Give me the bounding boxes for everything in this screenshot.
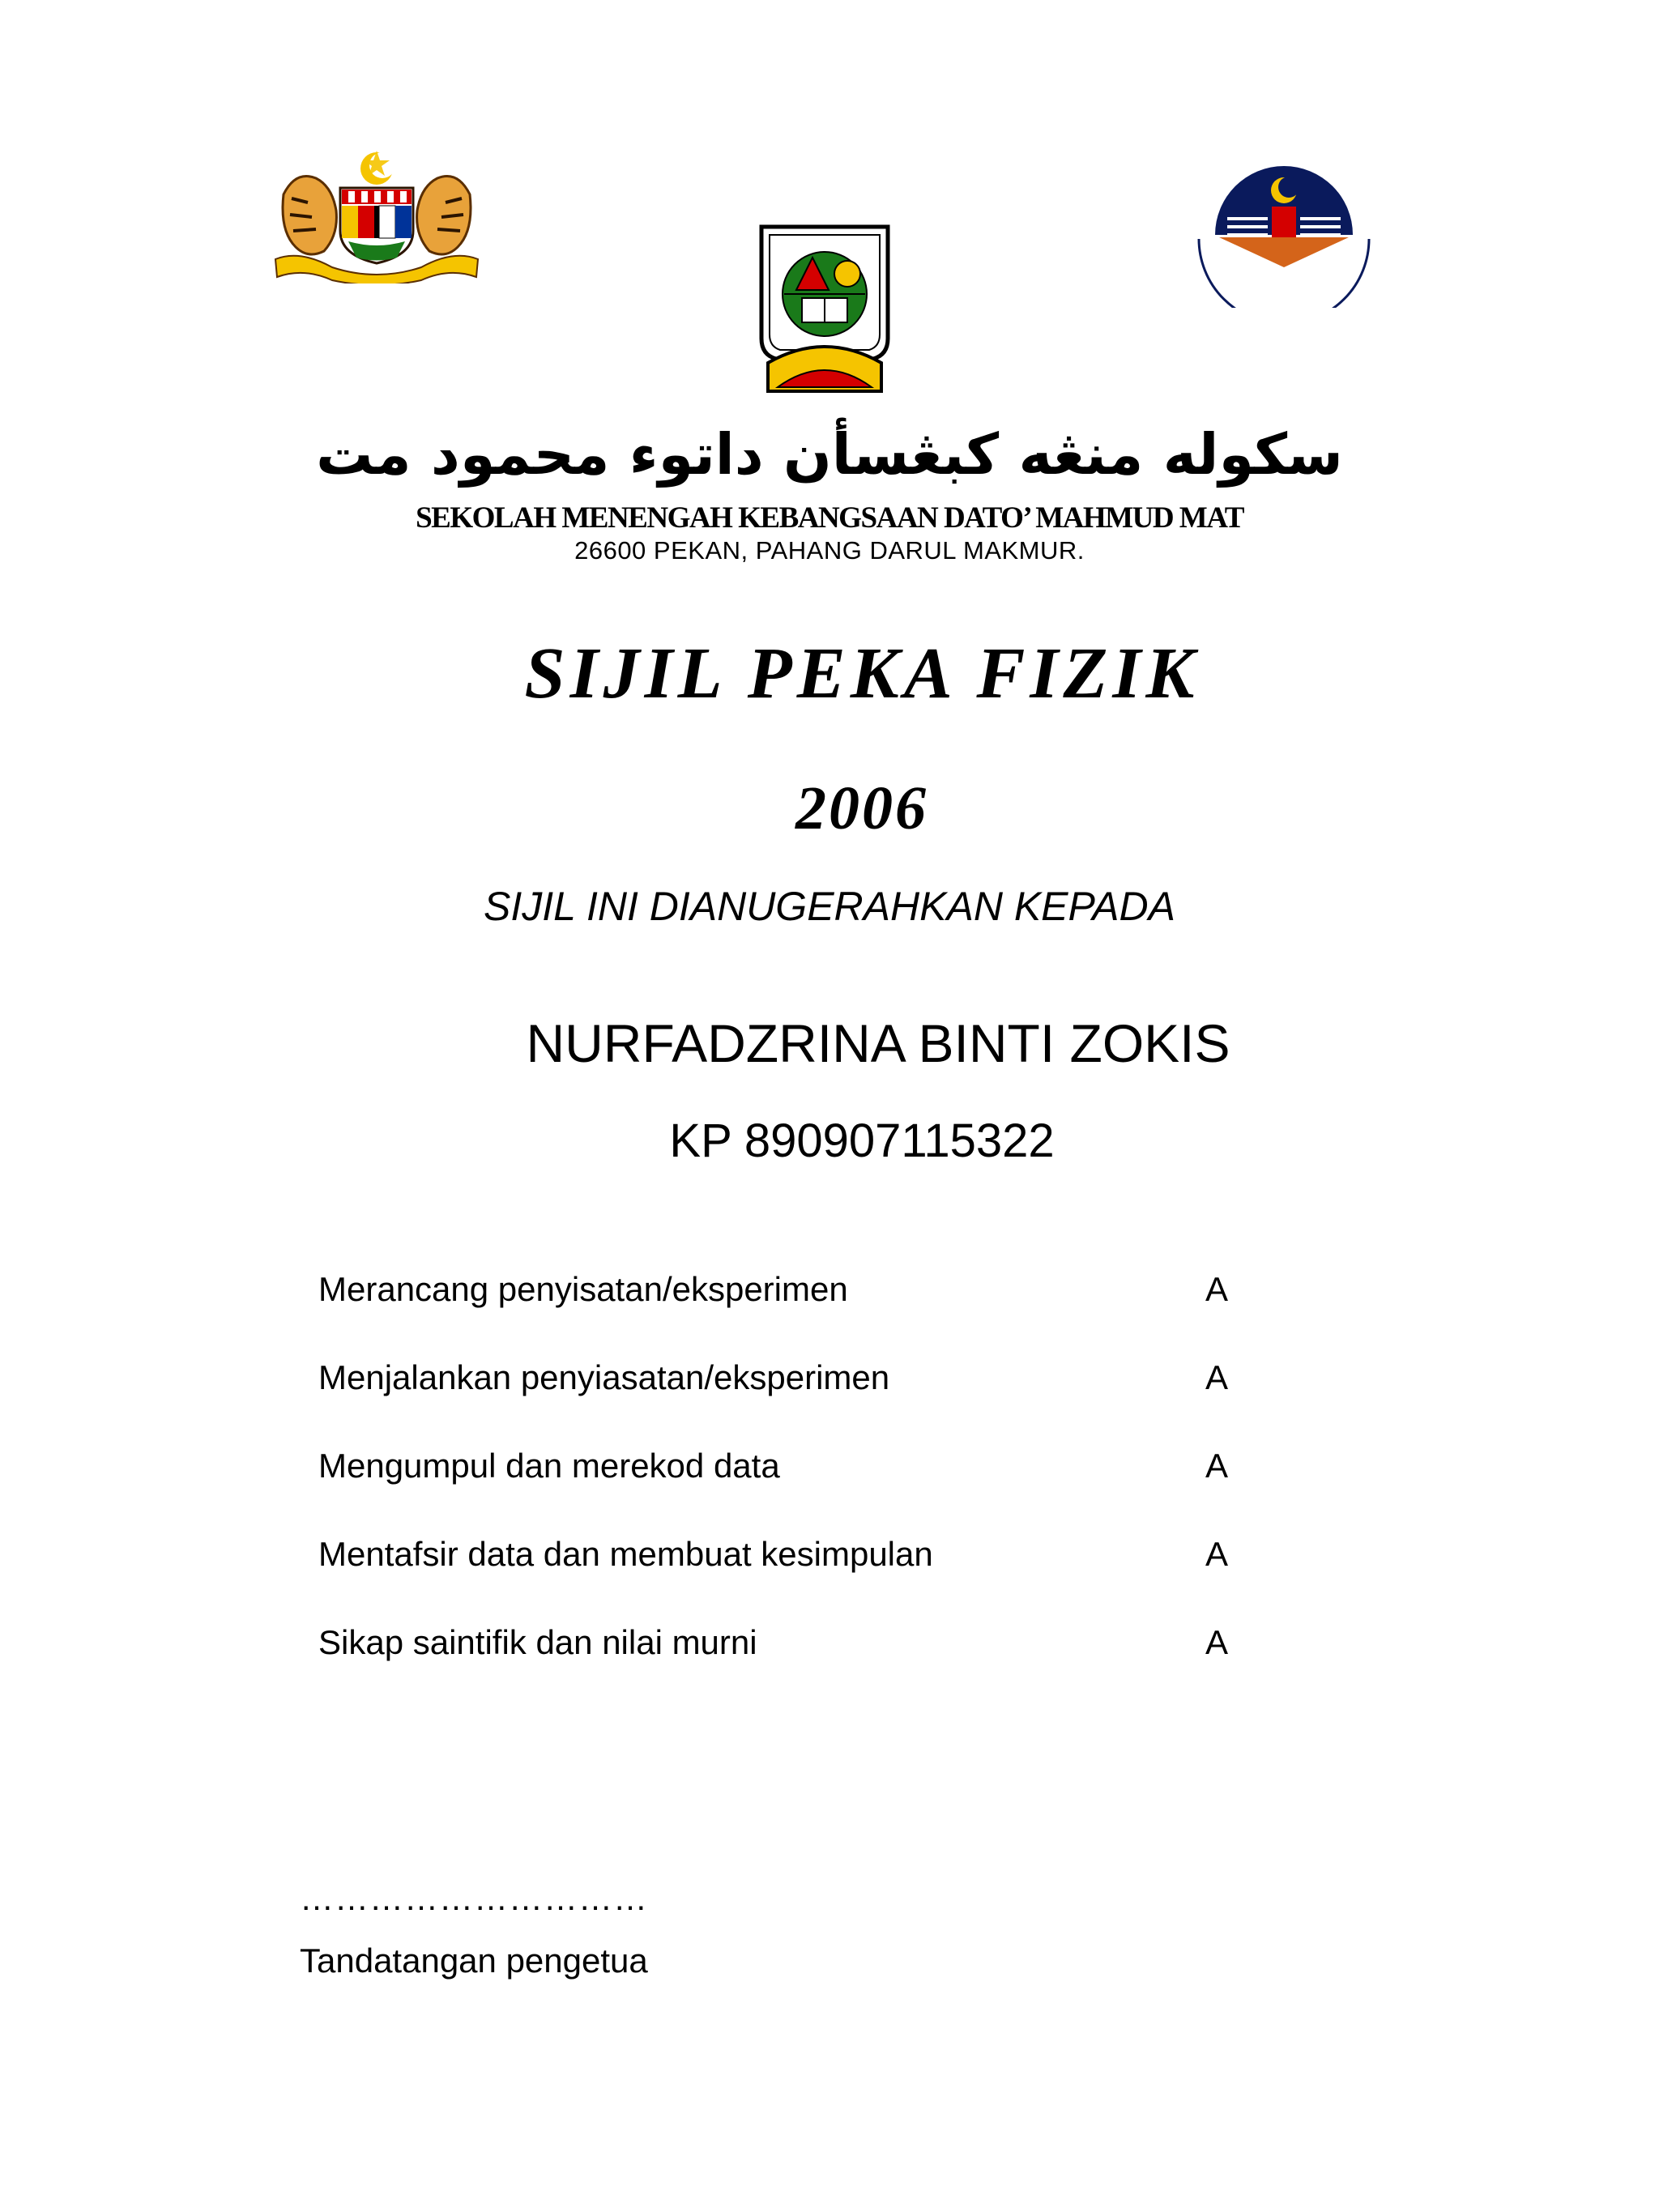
- assessment-criterion: Merancang penyisatan/eksperimen: [318, 1270, 848, 1308]
- assessment-row: [318, 1358, 1242, 1407]
- assessment-grade: A: [1205, 1623, 1229, 1661]
- assessment-row: [318, 1535, 1242, 1583]
- assessment-criterion: Sikap saintifik dan nilai murni: [318, 1623, 757, 1661]
- assessment-row: [318, 1270, 1242, 1319]
- assessment-grade: A: [1205, 1270, 1229, 1308]
- assessment-criterion: Mengumpul dan merekod data: [318, 1447, 780, 1485]
- school-badge-logo: [752, 217, 898, 397]
- assessment-grade: A: [1205, 1447, 1229, 1485]
- school-name: SEKOLAH MENENGAH KEBANGSAAN DATO’ MAHMUD MAT: [416, 501, 1243, 535]
- awarded-to-text: SIJIL INI DIANUGERAHKAN KEPADA: [484, 884, 1175, 929]
- assessment-criterion: Menjalankan penyiasatan/eksperimen: [318, 1358, 890, 1396]
- recipient-name: NURFADZRINA BINTI ZOKIS: [526, 1013, 1230, 1073]
- certificate-year: 2006: [795, 774, 928, 842]
- recipient-ic-number: KP 890907115322: [669, 1115, 1055, 1167]
- school-address: 26600 PEKAN, PAHANG DARUL MAKMUR.: [574, 536, 1085, 565]
- coat-of-arms-logo: [267, 146, 486, 283]
- signature-label: Tandatangan pengetua: [300, 1941, 648, 1980]
- assessment-criterion: Mentafsir data dan membuat kesimpulan: [318, 1535, 933, 1573]
- assessment-grade: A: [1205, 1358, 1229, 1396]
- ministry-logo: [1183, 142, 1381, 308]
- assessment-row: [318, 1623, 1242, 1672]
- signature-line: …………………………: [300, 1879, 648, 1917]
- assessment-row: [318, 1447, 1242, 1495]
- assessment-grade: A: [1205, 1535, 1229, 1573]
- school-name-jawi: سكوله منڠه كبڠسأن داتوء محمود مت: [316, 421, 1343, 488]
- certificate-title: SIJIL PEKA FIZIK: [524, 633, 1200, 714]
